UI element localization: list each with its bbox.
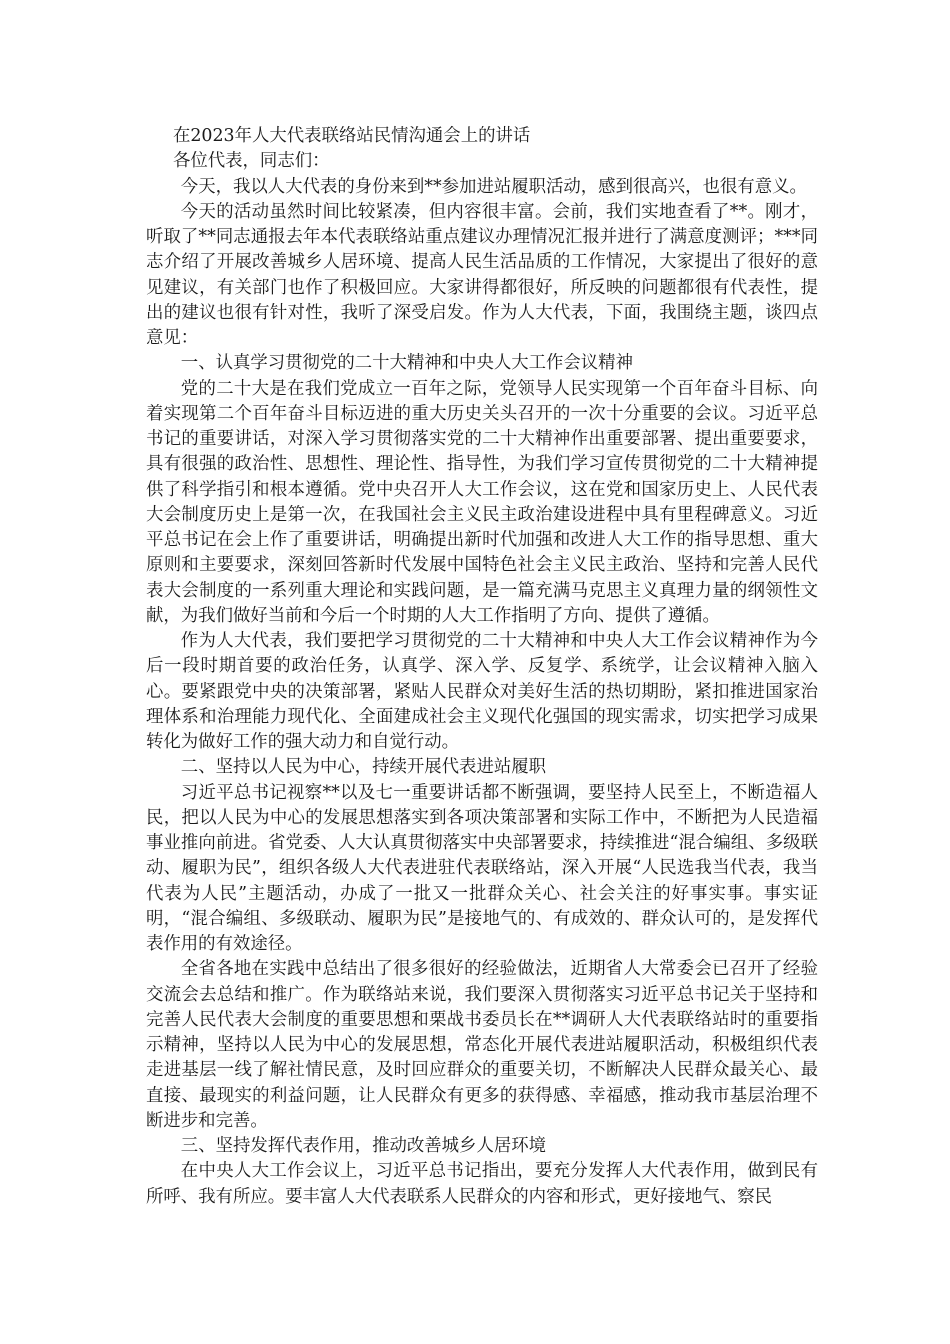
paragraph-section-2-a: 习近平总书记视察**以及七一重要讲话都不断强调，要坚持人民至上，不断造福人民，把以人民为中心的发展思想落实到各项决策部署和实际工作中，不断把为人民造福事业推向前进。省党委、人大认真贯彻落实中央部署要求，持续推进“混合编组、多级联动、履职为民”，组织各级人大代表进驻代表联络站，深入开展“人民选我当代表，我当代表为人民”主题活动，办成了一批又一批群众关心、社会关注的好事实事。事实证明，“混合编组、多级联动、履职为民”是接地气的、有成效的、群众认可的，是发挥代表作用的有效途径。 — [146, 782, 818, 954]
document-title: 在2023年人大代表联络站民情沟通会上的讲话 — [172, 126, 531, 146]
section-heading-3: 三、坚持发挥代表作用，推动改善城乡人居环境 — [180, 1136, 547, 1156]
paragraph-section-3-a: 在中央人大工作会议上，习近平总书记指出，要充分发挥人大代表作用，做到民有所呼、我有所应。要丰富人大代表联系人民群众的内容和形式，更好接地气、察民 — [146, 1161, 818, 1207]
section-heading-2: 二、坚持以人民为中心，持续开展代表进站履职 — [180, 757, 547, 778]
paragraph-section-1-a: 党的二十大是在我们党成立一百年之际，党领导人民实现第一个百年奋斗目标、向着实现第二个百年奋斗目标迈进的重大历史关头召开的一次十分重要的会议。习近平总书记的重要讲话，对深入学习贯彻落实党的二十大精神作出重要部署、提出重要要求，具有很强的政治性、思想性、理论性、指导性，为我们学习宣传贯彻党的二十大精神提供了科学指引和根本遵循。党中央召开人大工作会议，这在党和国家历史上、人民代表大会制度历史上是第一次，在我国社会主义民主政治建设进程中具有里程碑意义。习近平总书记在会上作了重要讲话，明确提出新时代加强和改进人大工作的指导思想、重大原则和主要要求，深刻回答新时代发展中国特色社会主义民主政治、坚持和完善人民代表大会制度的一系列重大理论和实践问题，是一篇充满马克思主义真理力量的纲领性文献，为我们做好当前和今后一个时期的人大工作指明了方向、提供了遵循。 — [146, 378, 818, 626]
paragraph-section-1-b: 作为人大代表，我们要把学习贯彻党的二十大精神和中央人大工作会议精神作为今后一段时期首要的政治任务，认真学、深入学、反复学、系统学，让会议精神入脑入心。要紧跟党中央的决策部署，紧贴人民群众对美好生活的热切期盼，紧扣推进国家治理体系和治理能力现代化、全面建成社会主义现代化强国的现实需求，切实把学习成果转化为做好工作的强大动力和自觉行动。 — [146, 631, 818, 752]
salutation: 各位代表，同志们： — [172, 151, 330, 172]
document-body — [146, 124, 818, 1210]
paragraph-section-2-b: 全省各地在实践中总结出了很多很好的经验做法，近期省人大常委会已召开了经验交流会去总结和推广。作为联络站来说，我们要深入贯彻落实习近平总书记关于坚持和完善人民代表大会制度的重要思想和栗战书委员长在**调研人大代表联络站时的重要指示精神，坚持以人民为中心的发展思想，常态化开展代表进站履职活动，积极组织代表走进基层一线了解社情民意，及时回应群众的重要关切，不断解决人民群众最关心、最直接、最现实的利益问题，让人民群众有更多的获得感、幸福感，推动我市基层治理不断进步和完善。 — [146, 959, 818, 1131]
section-heading-1: 一、认真学习贯彻党的二十大精神和中央人大工作会议精神 — [180, 353, 633, 374]
paragraph-overview: 今天的活动虽然时间比较紧凑，但内容很丰富。会前，我们实地查看了**。刚才，听取了**同志通报去年本代表联络站重点建议办理情况汇报并进行了满意度测评；***同志介绍了开展改善城乡人居环境、提高人民生活品质的工作情况，大家提出了很好的意见建议，有关部门也作了积极回应。大家讲得都很好，所反映的问题都很有代表性，提出的建议也很有针对性，我听了深受启发。作为人大代表，下面，我围绕主题，谈四点意见： — [146, 201, 818, 348]
paragraph-opening: 今天，我以人大代表的身份来到**参加进站履职活动，感到很高兴，也很有意义。 — [180, 176, 807, 197]
